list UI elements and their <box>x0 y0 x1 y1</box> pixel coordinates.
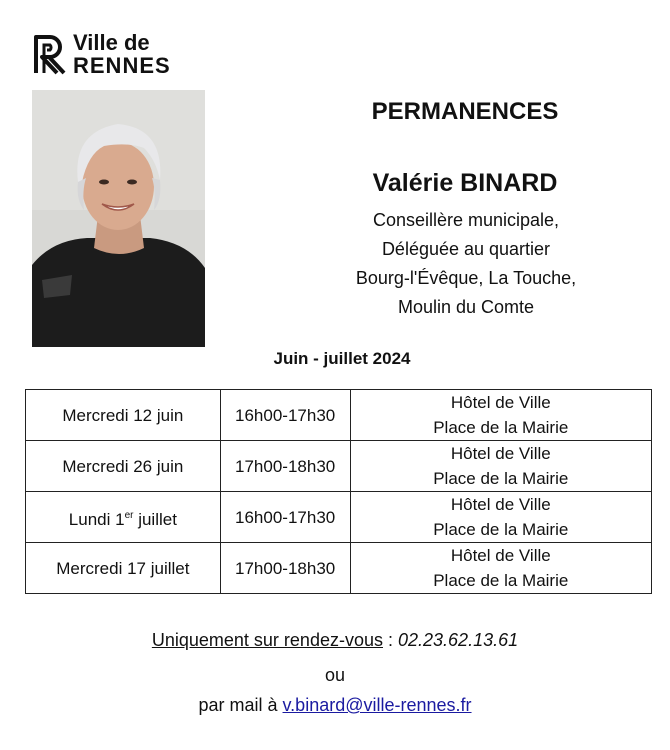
day-ordinal-suffix: er <box>124 509 134 521</box>
time-cell: 16h00-17h30 <box>220 390 350 441</box>
table-row <box>26 492 652 543</box>
time-cell: 16h00-17h30 <box>220 492 350 543</box>
schedule-table <box>25 389 652 594</box>
table-row <box>26 390 652 441</box>
person-role <box>296 206 636 322</box>
logo-line-ville-de: Ville de <box>73 29 150 55</box>
period-heading: Juin - juillet 2024 <box>273 349 411 368</box>
place-line: Place de la Mairie <box>433 469 569 488</box>
place-cell <box>350 390 651 441</box>
time-cell: 17h00-18h30 <box>220 441 350 492</box>
place-line: Hôtel de Ville <box>450 546 551 565</box>
day-suffix: juillet <box>133 509 177 529</box>
phone-number: 02.23.62.13.61 <box>398 630 519 650</box>
role-line: Déléguée au quartier <box>381 239 551 259</box>
table-row <box>26 441 652 492</box>
role-line: Moulin du Comte <box>397 297 535 317</box>
place-line: Place de la Mairie <box>433 520 569 539</box>
separator: : <box>382 630 398 650</box>
place-line: Place de la Mairie <box>433 571 569 590</box>
place-line: Place de la Mairie <box>433 418 569 437</box>
mail-line <box>0 695 670 716</box>
person-name: Valérie BINARD <box>372 169 558 197</box>
place-cell <box>350 441 651 492</box>
ville-de-rennes-logo <box>33 29 171 78</box>
portrait-photo <box>32 90 205 347</box>
day-prefix: Lundi 1 <box>68 509 125 529</box>
role-line: Conseillère municipale, <box>372 210 560 230</box>
mail-prefix: par mail à <box>198 695 283 715</box>
role-line: Bourg-l'Évêque, La Touche, <box>355 268 577 288</box>
day-cell: Mercredi 12 juin <box>26 390 221 441</box>
appointment-line <box>0 630 670 651</box>
time-cell: 17h00-18h30 <box>220 543 350 594</box>
place-cell <box>350 543 651 594</box>
day-cell <box>26 492 221 543</box>
logo-line-rennes: RENNES <box>73 52 171 78</box>
or-text: ou <box>324 665 346 685</box>
place-cell <box>350 492 651 543</box>
day-cell: Mercredi 26 juin <box>26 441 221 492</box>
rennes-r-logo-icon <box>33 33 67 75</box>
place-line: Hôtel de Ville <box>450 393 551 412</box>
appointment-text: Uniquement sur rendez-vous <box>151 630 383 650</box>
email-link[interactable]: v.binard@ville-rennes.fr <box>282 695 472 715</box>
place-line: Hôtel de Ville <box>450 495 551 514</box>
page-title: PERMANENCES <box>371 98 559 125</box>
day-cell: Mercredi 17 juillet <box>26 543 221 594</box>
place-line: Hôtel de Ville <box>450 444 551 463</box>
table-row <box>26 543 652 594</box>
